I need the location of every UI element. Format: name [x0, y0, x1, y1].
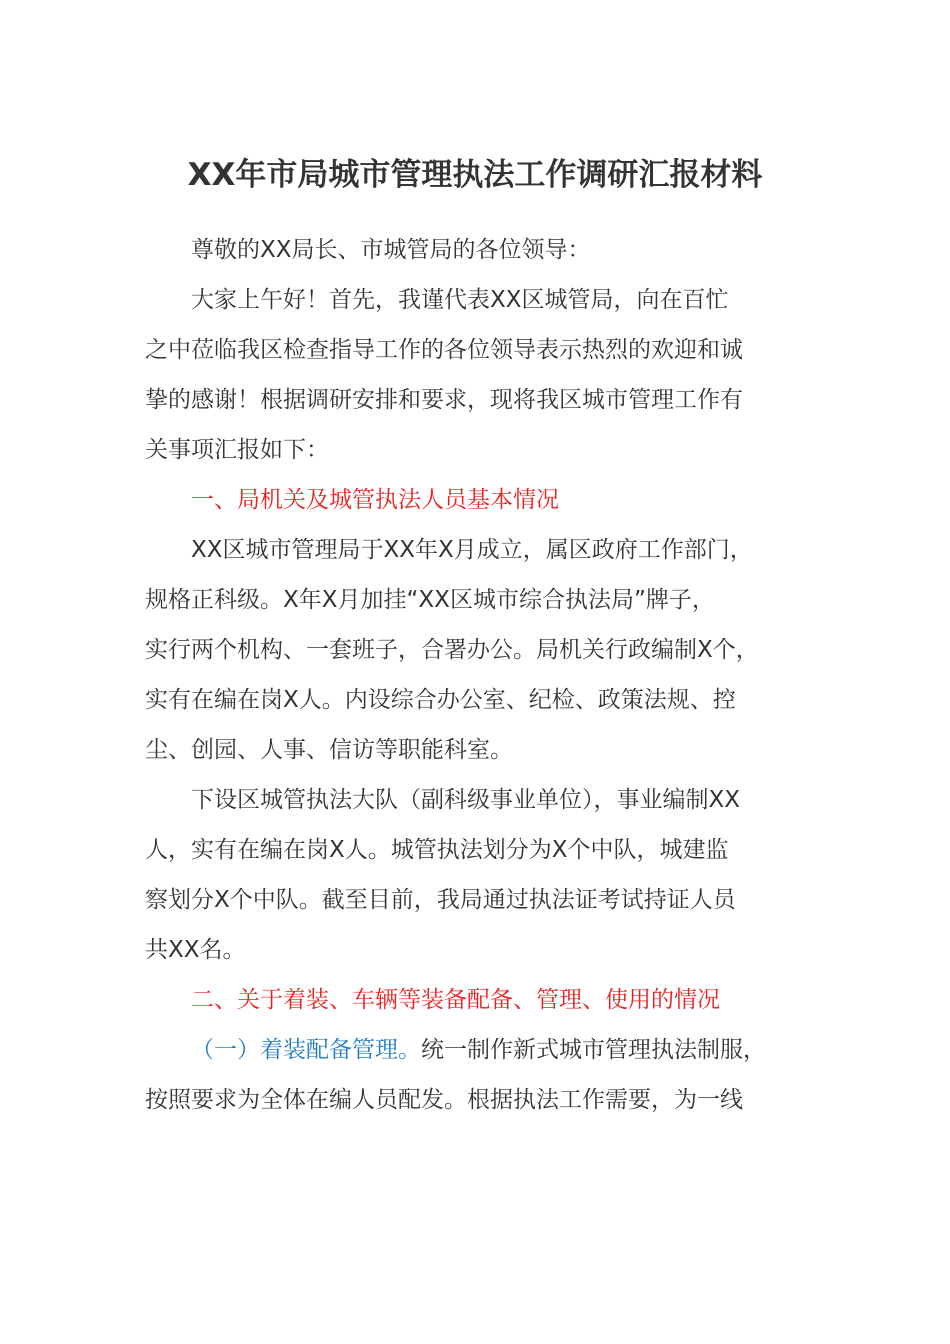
- subsection-1-text: 统一制作新式城市管理执法制服，: [421, 1037, 766, 1063]
- subsection-1-line-1: [145, 1025, 815, 1075]
- section-1-para-2-line-1: 下设区城管执法大队（副科级事业单位），事业编制XX: [191, 787, 741, 813]
- subsection-1-label: （一）着装配备管理。: [191, 1037, 421, 1063]
- section-1-para-2-line-3: 察划分X个中队。截至目前，我局通过执法证考试持证人员: [145, 887, 736, 913]
- section-2-heading: 二、关于着装、车辆等装备配备、管理、使用的情况: [191, 987, 720, 1013]
- subsection-1-line-2: 按照要求为全体在编人员配发。根据执法工作需要，为一线: [145, 1087, 743, 1113]
- section-1-para-1-line-4: 实有在编在岗X人。内设综合办公室、纪检、政策法规、控: [145, 687, 736, 713]
- section-1-para-1-line-2: 规格正科级。X年X月加挂“XX区城市综合执法局”牌子，: [145, 587, 715, 613]
- document-body: [145, 225, 815, 1125]
- section-1-para-1-line-3: 实行两个机构、一套班子，合署办公。局机关行政编制X个，: [145, 637, 759, 663]
- section-1-para-2-line-4: 共XX名。: [145, 937, 246, 963]
- section-1-heading: 一、局机关及城管执法人员基本情况: [191, 487, 559, 513]
- intro-line-4: 关事项汇报如下：: [145, 437, 329, 463]
- section-1-para-1-line-5: 尘、创园、人事、信访等职能科室。: [145, 737, 513, 763]
- section-1-para-1-line-1: XX区城市管理局于XX年X月成立，属区政府工作部门，: [191, 537, 753, 563]
- document-title: XX年市局城市管理执法工作调研汇报材料: [187, 157, 763, 193]
- intro-line-3: 挚的感谢！根据调研安排和要求，现将我区城市管理工作有: [145, 387, 743, 413]
- section-1-para-2-line-2: 人，实有在编在岗X人。城管执法划分为X个中队，城建监: [145, 837, 729, 863]
- greeting: 尊敬的XX局长、市城管局的各位领导：: [191, 237, 591, 263]
- intro-line-2: 之中莅临我区检查指导工作的各位领导表示热烈的欢迎和诚: [145, 337, 743, 363]
- intro-line-1: 大家上午好！首先，我谨代表XX区城管局，向在百忙: [191, 287, 729, 313]
